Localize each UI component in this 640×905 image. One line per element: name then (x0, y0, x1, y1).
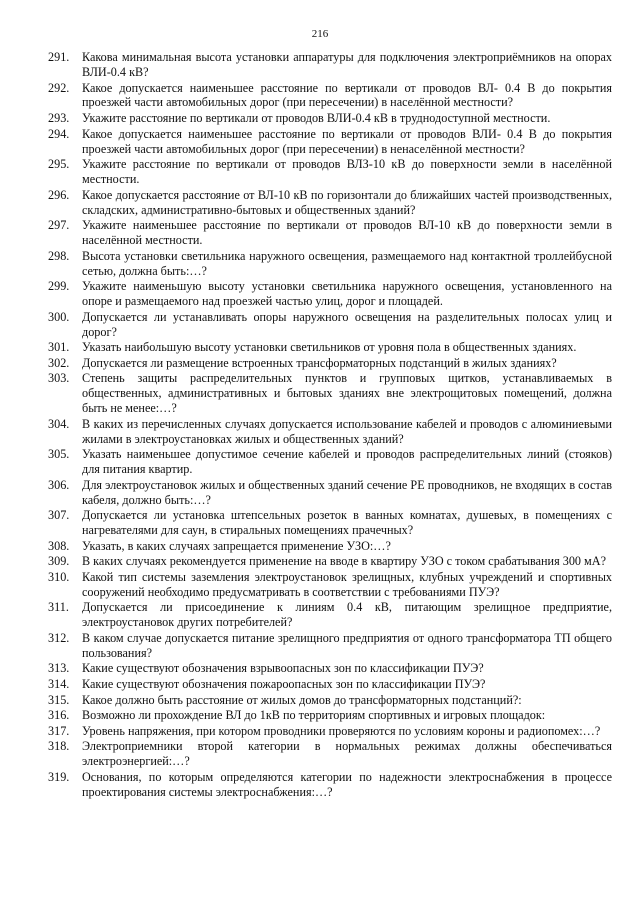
question-text: Допускается ли присоединение к линиям 0.4 кВ, питающим зрелищное предприятие, электроустановок других потребителей? (82, 600, 612, 630)
question-text: Какой тип системы заземления электроустановок зрелищных, клубных учреждений и спортивных сооружений необходимо предусматривать в соответствии с требованиями ПУЭ? (82, 569, 612, 599)
question-text: Укажите расстояние по вертикали от проводов ВЛИ-0.4 кВ в труднодоступной местности. (82, 111, 551, 125)
question-number: 315. (48, 692, 70, 707)
question-item (48, 708, 612, 723)
question-text: Уровень напряжения, при котором проводники проверяются по условиям короны и радиопомех:…? (82, 723, 601, 738)
question-number: 304. (48, 416, 70, 431)
question-text: Допускается ли установка штепсельных розеток в ванных комнатах, душевых, в помещениях с нагревателями для саун, в стиральных помещениях прачечных? (82, 508, 612, 538)
question-number: 298. (48, 248, 70, 263)
question-number: 319. (48, 769, 70, 784)
question-text: Указать, в каких случаях запрещается применение УЗО:…? (82, 538, 391, 553)
question-item (48, 508, 612, 538)
question-number: 300. (48, 309, 70, 324)
question-item (48, 50, 612, 80)
question-text: Высота установки светильника наружного освещения, размещаемого над контактной троллейбусной сетью, должна быть:…? (82, 248, 612, 278)
question-number: 296. (48, 187, 70, 202)
question-item (48, 340, 612, 355)
question-item (48, 371, 612, 416)
question-text: Какие существуют обозначения взрывоопасных зон по классификации ПУЭ? (82, 661, 484, 676)
question-item (48, 677, 612, 692)
question-number: 311. (48, 600, 69, 615)
question-text: Какова минимальная высота установки аппаратуры для подключения электроприёмников на опорах ВЛИ-0.4 кВ? (82, 50, 612, 79)
question-item (48, 310, 612, 340)
question-item (48, 417, 612, 447)
question-item (48, 570, 612, 600)
question-number: 295. (48, 157, 70, 172)
question-text: Какое допускается расстояние от ВЛ-10 кВ по горизонтали до ближайших частей производственных, складских, административно-бытовых и общественных зданий? (82, 187, 612, 217)
question-item (48, 81, 612, 111)
question-item (48, 188, 612, 218)
question-number: 302. (48, 355, 70, 370)
question-number: 317. (48, 723, 70, 738)
question-item (48, 724, 612, 739)
question-item (48, 631, 612, 661)
question-text: Указать наибольшую высоту установки светильников от уровня пола в общественных зданиях. (82, 340, 577, 355)
page-number: 216 (311, 28, 329, 40)
question-item (48, 218, 612, 248)
question-number: 313. (48, 661, 70, 676)
question-number: 299. (48, 279, 70, 294)
question-item (48, 661, 612, 676)
question-item (48, 279, 612, 309)
question-text: Какие существуют обозначения пожароопасных зон по классификации ПУЭ? (82, 676, 486, 691)
question-text: В каких случаях рекомендуется применение на вводе в квартиру УЗО с током срабатывания 300 мА? (82, 554, 606, 569)
question-text: Какое допускается наименьшее расстояние по вертикали от проводов ВЛИ- 0.4 В до покрытия проезжей части автомобильных дорог (при пересечении) в ненаселённой местности? (82, 126, 612, 156)
question-text: Укажите наименьшее расстояние по вертикали от проводов ВЛ-10 кВ до поверхности земли в населённой местности. (82, 218, 612, 247)
question-text: В каком случае допускается питание зрелищного предприятия от одного трансформатора ТП общего пользования? (82, 630, 612, 660)
question-text: Допускается ли размещение встроенных трансформаторных подстанций в жилых зданиях? (82, 355, 557, 370)
question-item (48, 554, 612, 569)
question-text: Степень защиты распределительных пунктов и групповых щитков, устанавливаемых в общественных, административных и бытовых зданиях вне электрощитовых помещений, должна быть не менее:…? (82, 371, 612, 416)
question-number: 314. (48, 676, 70, 691)
question-item (48, 539, 612, 554)
question-text: Какое должно быть расстояние от жилых домов до трансформаторных подстанций?: (82, 692, 522, 707)
question-item (48, 127, 612, 157)
question-item (48, 447, 612, 477)
question-number: 312. (48, 630, 70, 645)
question-item (48, 249, 612, 279)
question-text: В каких из перечисленных случаях допускается использование кабелей и проводов с алюминиевыми жилами в электроустановках жилых и общественных зданий? (82, 416, 612, 446)
question-item (48, 600, 612, 630)
question-number: 306. (48, 477, 70, 492)
question-number: 308. (48, 538, 70, 553)
question-number: 292. (48, 80, 70, 95)
question-item (48, 693, 612, 708)
question-number: 305. (48, 447, 70, 462)
question-number: 318. (48, 739, 70, 754)
question-text: Допускается ли устанавливать опоры наружного освещения на разделительных полосах улиц и дорог? (82, 309, 612, 339)
question-number: 291. (48, 50, 70, 64)
question-item (48, 111, 612, 126)
question-item (48, 478, 612, 508)
question-item (48, 157, 612, 187)
question-text: Электроприемники второй категории в нормальных режимах должны обеспечиваться электроэнергией:…? (82, 739, 612, 769)
question-number: 307. (48, 508, 70, 523)
question-number: 294. (48, 126, 70, 141)
question-text: Возможно ли прохождение ВЛ до 1кВ по территориям спортивных и игровых площадок: (82, 708, 546, 723)
question-text: Основания, по которым определяются категории по надежности электроснабжения в процессе проектирования системы электроснабжения:…? (82, 769, 612, 799)
question-number: 301. (48, 340, 70, 355)
question-text: Укажите расстояние по вертикали от проводов ВЛЗ-10 кВ до поверхности земли в населённой местности. (82, 157, 612, 186)
question-item (48, 356, 612, 371)
question-text: Какое допускается наименьшее расстояние по вертикали от проводов ВЛ- 0.4 В до покрытия проезжей части автомобильных дорог (при пересечении) в населённой местности? (82, 80, 612, 110)
question-list (48, 50, 612, 800)
question-text: Указать наименьшее допустимое сечение кабелей и проводов распределительных линий (стояков) для питания квартир. (82, 447, 612, 477)
question-text: Укажите наименьшую высоту установки светильника наружного освещения, установленного на опоре и размещаемого над проезжей частью улиц, дорог и площадей. (82, 279, 612, 308)
question-number: 303. (48, 371, 70, 386)
question-item (48, 739, 612, 769)
question-number: 316. (48, 708, 70, 723)
question-number: 293. (48, 111, 70, 125)
question-number: 297. (48, 218, 70, 233)
question-text: Для электроустановок жилых и общественных зданий сечение РЕ проводников, не входящих в состав кабеля, должно быть:…? (82, 477, 612, 507)
question-number: 309. (48, 554, 70, 569)
question-number: 310. (48, 569, 70, 584)
question-item (48, 770, 612, 800)
